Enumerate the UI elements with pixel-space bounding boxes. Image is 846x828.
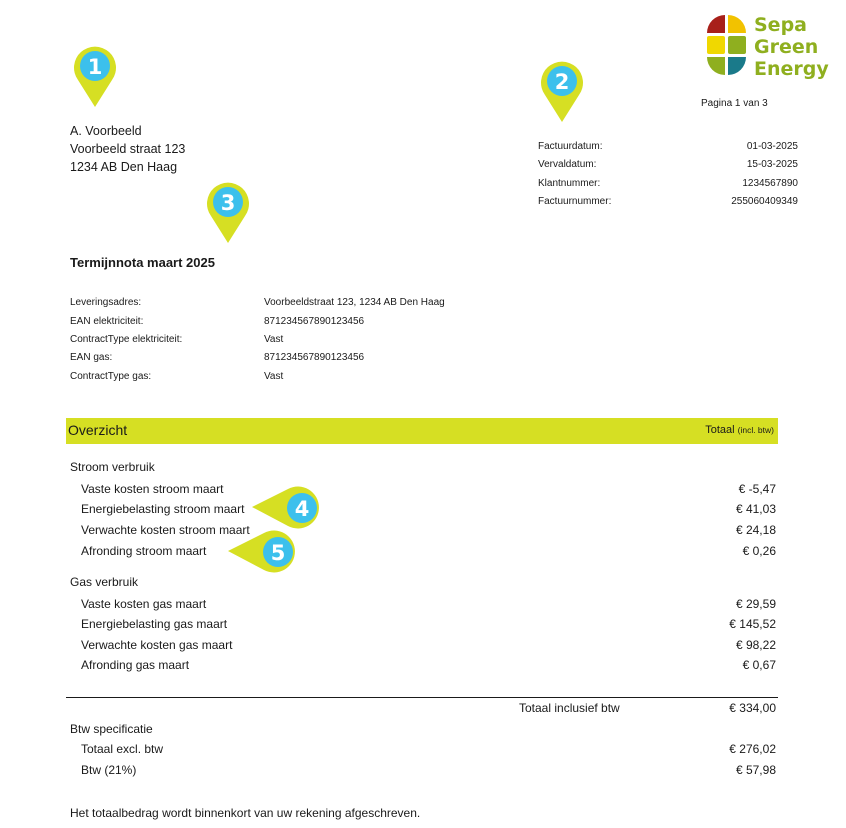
line-item-amount: € 0,67	[742, 658, 776, 672]
info-row-ean-gas	[70, 352, 490, 370]
line-item-amount: € 145,52	[729, 617, 776, 631]
line-item-label: Afronding stroom maart	[81, 544, 207, 558]
line-item-amount: € 276,02	[729, 742, 776, 756]
meta-value: 01-03-2025	[746, 141, 798, 152]
line-item-label: Vaste kosten gas maart	[81, 597, 207, 611]
info-value: 871234567890123456	[264, 316, 365, 327]
line-item-amount: € 98,22	[735, 638, 776, 652]
overview-total-suffix: (incl. btw)	[737, 425, 774, 435]
line-item-amount: € -5,47	[738, 482, 776, 496]
meta-label: Klantnummer:	[538, 178, 601, 189]
info-value: Voorbeeldstraat 123, 1234 AB Den Haag	[264, 297, 445, 308]
info-label: EAN gas:	[70, 352, 113, 363]
total-label: Totaal inclusief btw	[519, 701, 620, 715]
info-label: EAN elektriciteit:	[70, 316, 144, 327]
marker-1-label: 1	[87, 55, 103, 79]
line-item	[70, 502, 776, 522]
marker-5-callout-icon	[226, 530, 308, 574]
meta-value: 15-03-2025	[746, 159, 798, 170]
info-label: Leveringsadres:	[70, 297, 142, 308]
line-item-label: Energiebelasting gas maart	[81, 617, 228, 631]
meta-label: Vervaldatum:	[538, 159, 597, 170]
btw-heading: Btw specificatie	[70, 722, 153, 736]
line-item-label: Btw (21%)	[81, 763, 137, 777]
document-title: Termijnnota maart 2025	[70, 255, 215, 270]
stroom-heading: Stroom verbruik	[70, 460, 155, 474]
line-item-amount: € 57,98	[735, 763, 776, 777]
overview-header-band	[66, 418, 778, 444]
page-indicator: Pagina 1 van 3	[701, 98, 768, 109]
info-label: ContractType elektriciteit:	[70, 334, 183, 345]
total-divider	[66, 697, 778, 698]
total-amount: € 334,00	[729, 701, 776, 715]
marker-3-pin-icon	[205, 180, 251, 244]
overview-heading: Overzicht	[68, 422, 128, 438]
line-item-amount: € 29,59	[735, 597, 776, 611]
line-item-label: Verwachte kosten stroom maart	[81, 523, 250, 537]
line-item-amount: € 24,18	[735, 523, 776, 537]
line-item-amount: € 41,03	[735, 502, 776, 516]
marker-2-label: 2	[554, 70, 570, 94]
info-value: Vast	[264, 371, 284, 382]
line-item	[70, 638, 776, 658]
meta-value: 1234567890	[742, 178, 798, 189]
line-item	[70, 597, 776, 617]
logo-line-3: Energy	[754, 58, 829, 80]
line-item	[70, 544, 776, 564]
marker-4-callout-icon	[250, 486, 332, 530]
line-item-label: Energiebelasting stroom maart	[81, 502, 245, 516]
marker-2-pin-icon	[539, 59, 585, 123]
logo-line-1: Sepa	[754, 14, 807, 36]
recipient-address	[70, 122, 185, 176]
logo-line-2: Green	[754, 36, 819, 58]
line-item-label: Afronding gas maart	[81, 658, 190, 672]
info-row-contracttype-gas	[70, 371, 490, 389]
company-logo	[706, 14, 829, 80]
meta-label: Factuurnummer:	[538, 196, 612, 207]
meta-row-factuurnummer	[538, 196, 798, 214]
line-item-label: Vaste kosten stroom maart	[81, 482, 224, 496]
marker-4-label: 4	[294, 497, 310, 521]
info-value: 871234567890123456	[264, 352, 365, 363]
info-row-leveringsadres	[70, 297, 490, 315]
overview-total-header	[705, 424, 774, 436]
meta-row-vervaldatum	[538, 159, 798, 177]
line-item	[70, 763, 776, 783]
footer-note: Het totaalbedrag wordt binnenkort van uw rekening afgeschreven.	[70, 806, 421, 820]
line-item	[70, 658, 776, 678]
meta-label: Factuurdatum:	[538, 141, 603, 152]
meta-value: 255060409349	[731, 196, 798, 207]
meta-row-factuurdatum	[538, 141, 798, 159]
recipient-street: Voorbeeld straat 123	[70, 142, 186, 156]
recipient-city: 1234 AB Den Haag	[70, 160, 178, 174]
line-item-label: Totaal excl. btw	[81, 742, 164, 756]
line-item-label: Verwachte kosten gas maart	[81, 638, 233, 652]
info-value: Vast	[264, 334, 284, 345]
info-row-contracttype-elektriciteit	[70, 334, 490, 352]
info-row-ean-elektriciteit	[70, 316, 490, 334]
marker-1-pin-icon	[72, 44, 118, 108]
gas-heading: Gas verbruik	[70, 575, 139, 589]
line-item	[70, 617, 776, 637]
recipient-name: A. Voorbeeld	[70, 124, 142, 138]
marker-5-label: 5	[270, 541, 286, 565]
marker-3-label: 3	[220, 191, 236, 215]
logo-mark-icon	[706, 14, 748, 78]
info-label: ContractType gas:	[70, 371, 152, 382]
overview-total-label: Totaal	[705, 424, 735, 436]
line-item-amount: € 0,26	[742, 544, 776, 558]
line-item	[70, 742, 776, 762]
line-item	[70, 482, 776, 502]
meta-row-klantnummer	[538, 178, 798, 196]
line-item	[70, 523, 776, 543]
